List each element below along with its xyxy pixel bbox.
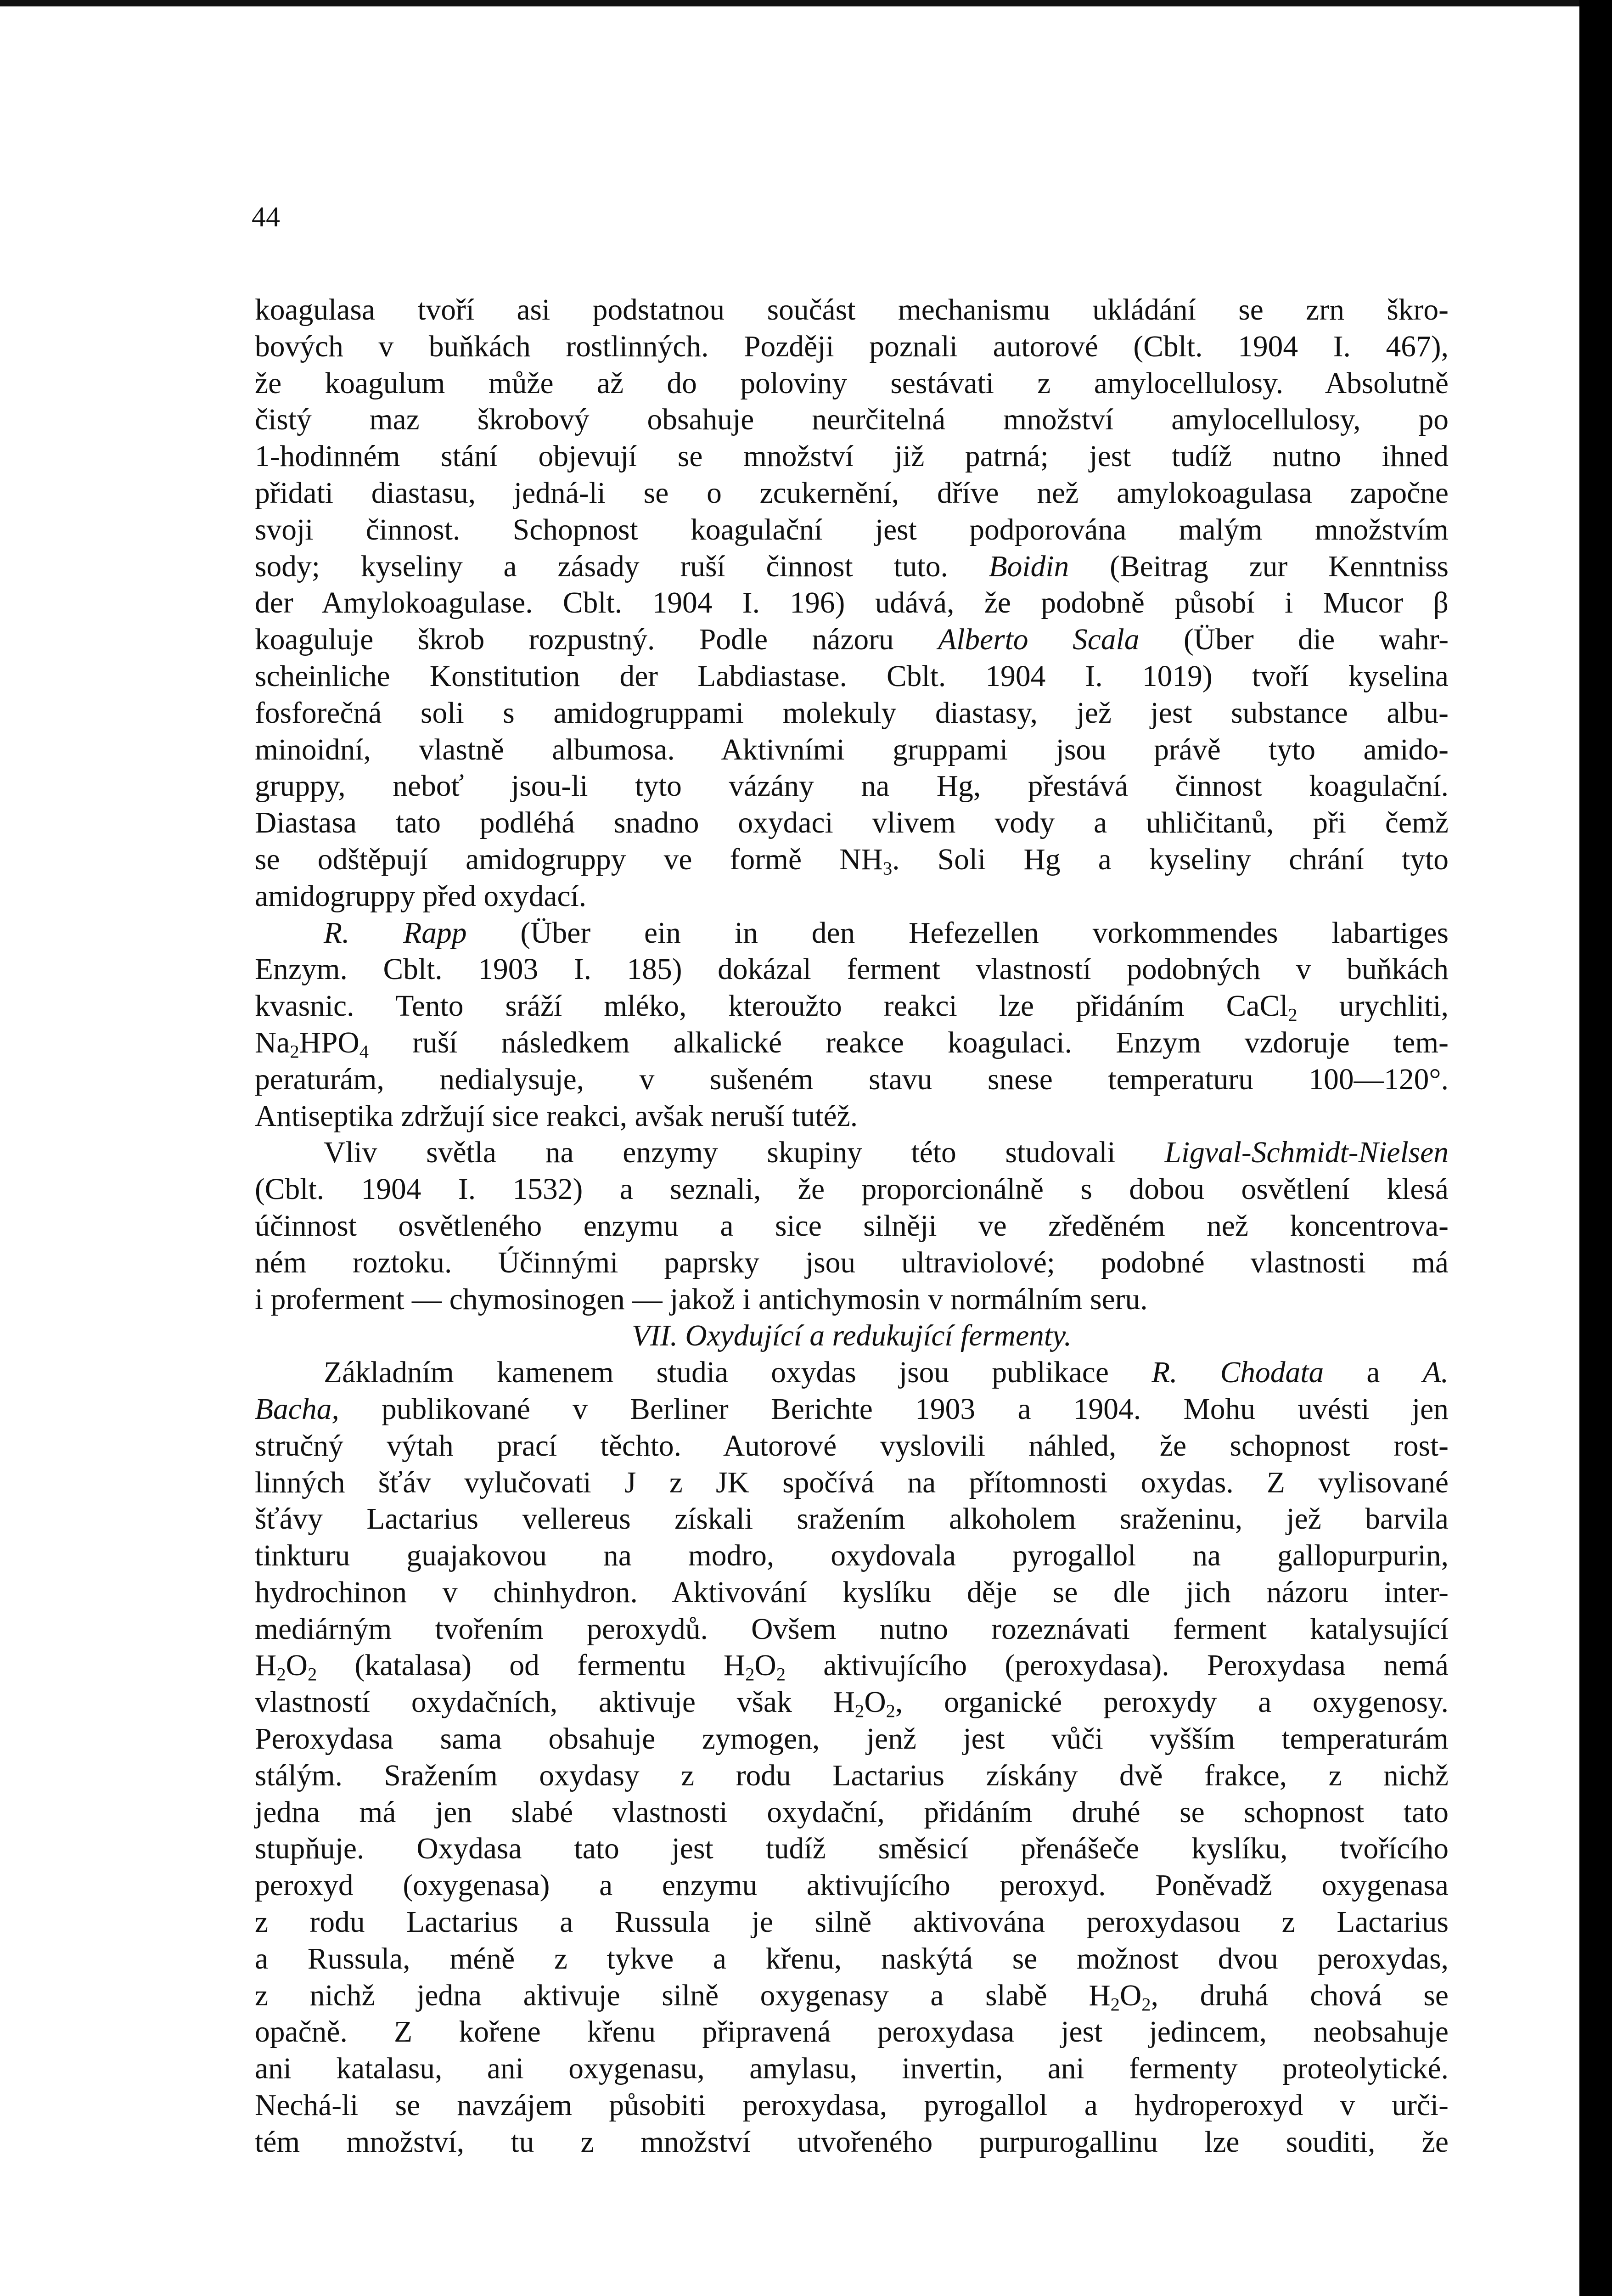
author-name: Ligval-Schmidt-Nielsen [1164,1136,1449,1170]
section-heading: VII. Oxydující a redukující fermenty. [632,1319,1072,1353]
text-line: ani katalasu, ani oxygenasu, amylasu, invertin, ani fermenty proteolytické. [255,2052,1449,2086]
text-line: Diastasa tato podléhá snadno oxydaci vlivem vody a uhličitanů, při čemž [255,806,1449,840]
author-name: Bacha, [255,1392,339,1426]
text-line: minoidní, vlastně albumosa. Aktivními gruppami jsou právě tyto amido- [255,733,1449,766]
text-line: čistý maz škrobový obsahuje neurčitelná množství amylocellulosy, po [255,403,1449,437]
text-line: R. Rapp (Über ein in den Hefezellen vorkommendes labartiges [324,916,1449,950]
body-text [255,292,1449,2161]
text-line: $Na_2HPO_4$ ruší následkem alkalické reakce koagulaci. Enzym vzdoruje tem- [255,1026,1449,1062]
text-line: Bacha, publikované v Berliner Berichte 1903 a 1904. Mohu uvésti jen [255,1392,1449,1426]
text-line: koaguluje škrob rozpustný. Podle názoru Alberto Scala (Über die wahr- [255,623,1449,657]
text-line: z rodu Lactarius a Russula je silně aktivována peroxydasou z Lactarius [255,1906,1449,1939]
text-line: a Russula, méně z tykve a křenu, naskýtá se možnost dvou peroxydas, [255,1942,1449,1975]
author-name: Alberto Scala [938,623,1140,657]
text-line: i proferment — chymosinogen — jakož i antichymosin v normálním seru. [255,1283,1148,1316]
text-line: scheinliche Konstitution der Labdiastase. Cblt. 1904 I. 1019) tvoří kyselina [255,659,1449,693]
text-line: tém množství, tu z množství utvořeného purpurogallinu lze souditi, že [255,2125,1449,2159]
text-line: peraturám, nedialysuje, v sušeném stavu snese temperaturu 100—120°. [255,1063,1449,1096]
text-line: koagulasa tvoří asi podstatnou součást mechanismu ukládání se zrn škro- [255,293,1449,326]
scan-border-top [0,0,1579,6]
text-line: fosforečná soli s amidogruppami molekuly diastasy, jež jest substance albu- [255,696,1449,730]
text-line: sody; kyseliny a zásady ruší činnost tuto. Boidin (Beitrag zur Kenntniss [255,550,1449,583]
text-line: Vliv světla na enzymy skupiny této studovali Ligval-Schmidt-Nielsen [324,1136,1449,1170]
text-line: z nichž jedna aktivuje silně oxygenasy a slabě $H_2O_2$, druhá chová se [255,1979,1449,2015]
text-line: přidati diastasu, jedná-li se o zcukernění, dříve než amylokoagulasa započne [255,476,1449,510]
text-line: linných šťáv vylučovati J z JK spočívá na přítomnosti oxydas. Z vylisované [255,1466,1449,1499]
text-line: že koagulum může až do poloviny sestávati z amylocellulosy. Absolutně [255,366,1449,400]
text-line: šťávy Lactarius vellereus získali sražením alkoholem sraženinu, jež barvila [255,1503,1449,1536]
text-line: gruppy, neboť jsou-li tyto vázány na Hg, přestává činnost koagulační. [255,770,1449,803]
text-line: stručný výtah prací těchto. Autorové vyslovili náhled, že schopnost rost- [255,1429,1449,1463]
text-line: svoji činnost. Schopnost koagulační jest podporována malým množstvím [255,513,1449,546]
text-line: stálým. Sražením oxydasy z rodu Lactarius získány dvě frakce, z nichž [255,1759,1449,1792]
author-name: A. [1422,1356,1449,1390]
text-line: Antiseptika zdržují sice reakci, avšak neruší tutéž. [255,1099,858,1133]
text-line: amidogruppy před oxydací. [255,879,587,913]
text-line: kvasnic. Tento sráží mléko, kteroužto reakci lze přidáním CaCl$_2$ urychliti, [255,990,1449,1025]
text-line: se odštěpují amidogruppy ve formě $NH_3$. Soli Hg a kyseliny chrání tyto [255,843,1449,879]
author-name: Boidin [989,550,1069,583]
text-line: vlastností oxydačních, aktivuje však $H_2O_2$, organické peroxydy a oxygenosy. [255,1686,1449,1722]
author-name: R. Rapp [324,916,467,950]
text-line: opačně. Z kořene křenu připravená peroxydasa jest jedincem, neobsahuje [255,2015,1449,2049]
text-line: Enzym. Cblt. 1903 I. 185) dokázal ferment vlastností podobných v buňkách [255,953,1449,986]
text-line: hydrochinon v chinhydron. Aktivování kyslíku děje se dle jich názoru inter- [255,1576,1449,1609]
scan-border-right [1579,0,1612,2296]
text-line: (Cblt. 1904 I. 1532) a seznali, že proporcionálně s dobou osvětlení klesá [255,1173,1449,1206]
text-line: ném roztoku. Účinnými paprsky jsou ultraviolové; podobné vlastnosti má [255,1246,1449,1279]
author-name: R. Chodata [1151,1356,1324,1390]
page-number: 44 [252,202,280,233]
text-line: tinkturu guajakovou na modro, oxydovala pyrogallol na gallopurpurin, [255,1539,1449,1573]
text-line: mediárným tvořením peroxydů. Ovšem nutno rozeznávati ferment katalysující [255,1612,1449,1646]
text-line: jedna má jen slabé vlastnosti oxydační, přidáním druhé se schopnost tato [255,1795,1449,1829]
text-line: peroxyd (oxygenasa) a enzymu aktivujícího peroxyd. Poněvadž oxygenasa [255,1869,1449,1902]
text-line: Nechá-li se navzájem působiti peroxydasa, pyrogallol a hydroperoxyd v urči- [255,2089,1449,2122]
text-line: stupňuje. Oxydasa tato jest tudíž směsicí přenášeče kyslíku, tvořícího [255,1832,1449,1866]
text-line: účinnost osvětleného enzymu a sice silněji ve zředěném než koncentrova- [255,1209,1449,1243]
text-line: Peroxydasa sama obsahuje zymogen, jenž jest vůči vyšším temperaturám [255,1722,1449,1756]
text-line: bových v buňkách rostlinných. Později poznali autorové (Cblt. 1904 I. 467), [255,330,1449,363]
text-line: der Amylokoagulase. Cblt. 1904 I. 196) udává, že podobně působí i Mucor β [255,586,1449,620]
text-line: Základním kamenem studia oxydas jsou publikace R. Chodata a A. [324,1356,1449,1390]
text-line: $H_2O_2$ (katalasa) od fermentu $H_2O_2$ aktivujícího (peroxydasa). Peroxydasa nemá [255,1649,1449,1685]
text-line: 1-hodinném stání objevují se množství již patrná; jest tudíž nutno ihned [255,440,1449,473]
